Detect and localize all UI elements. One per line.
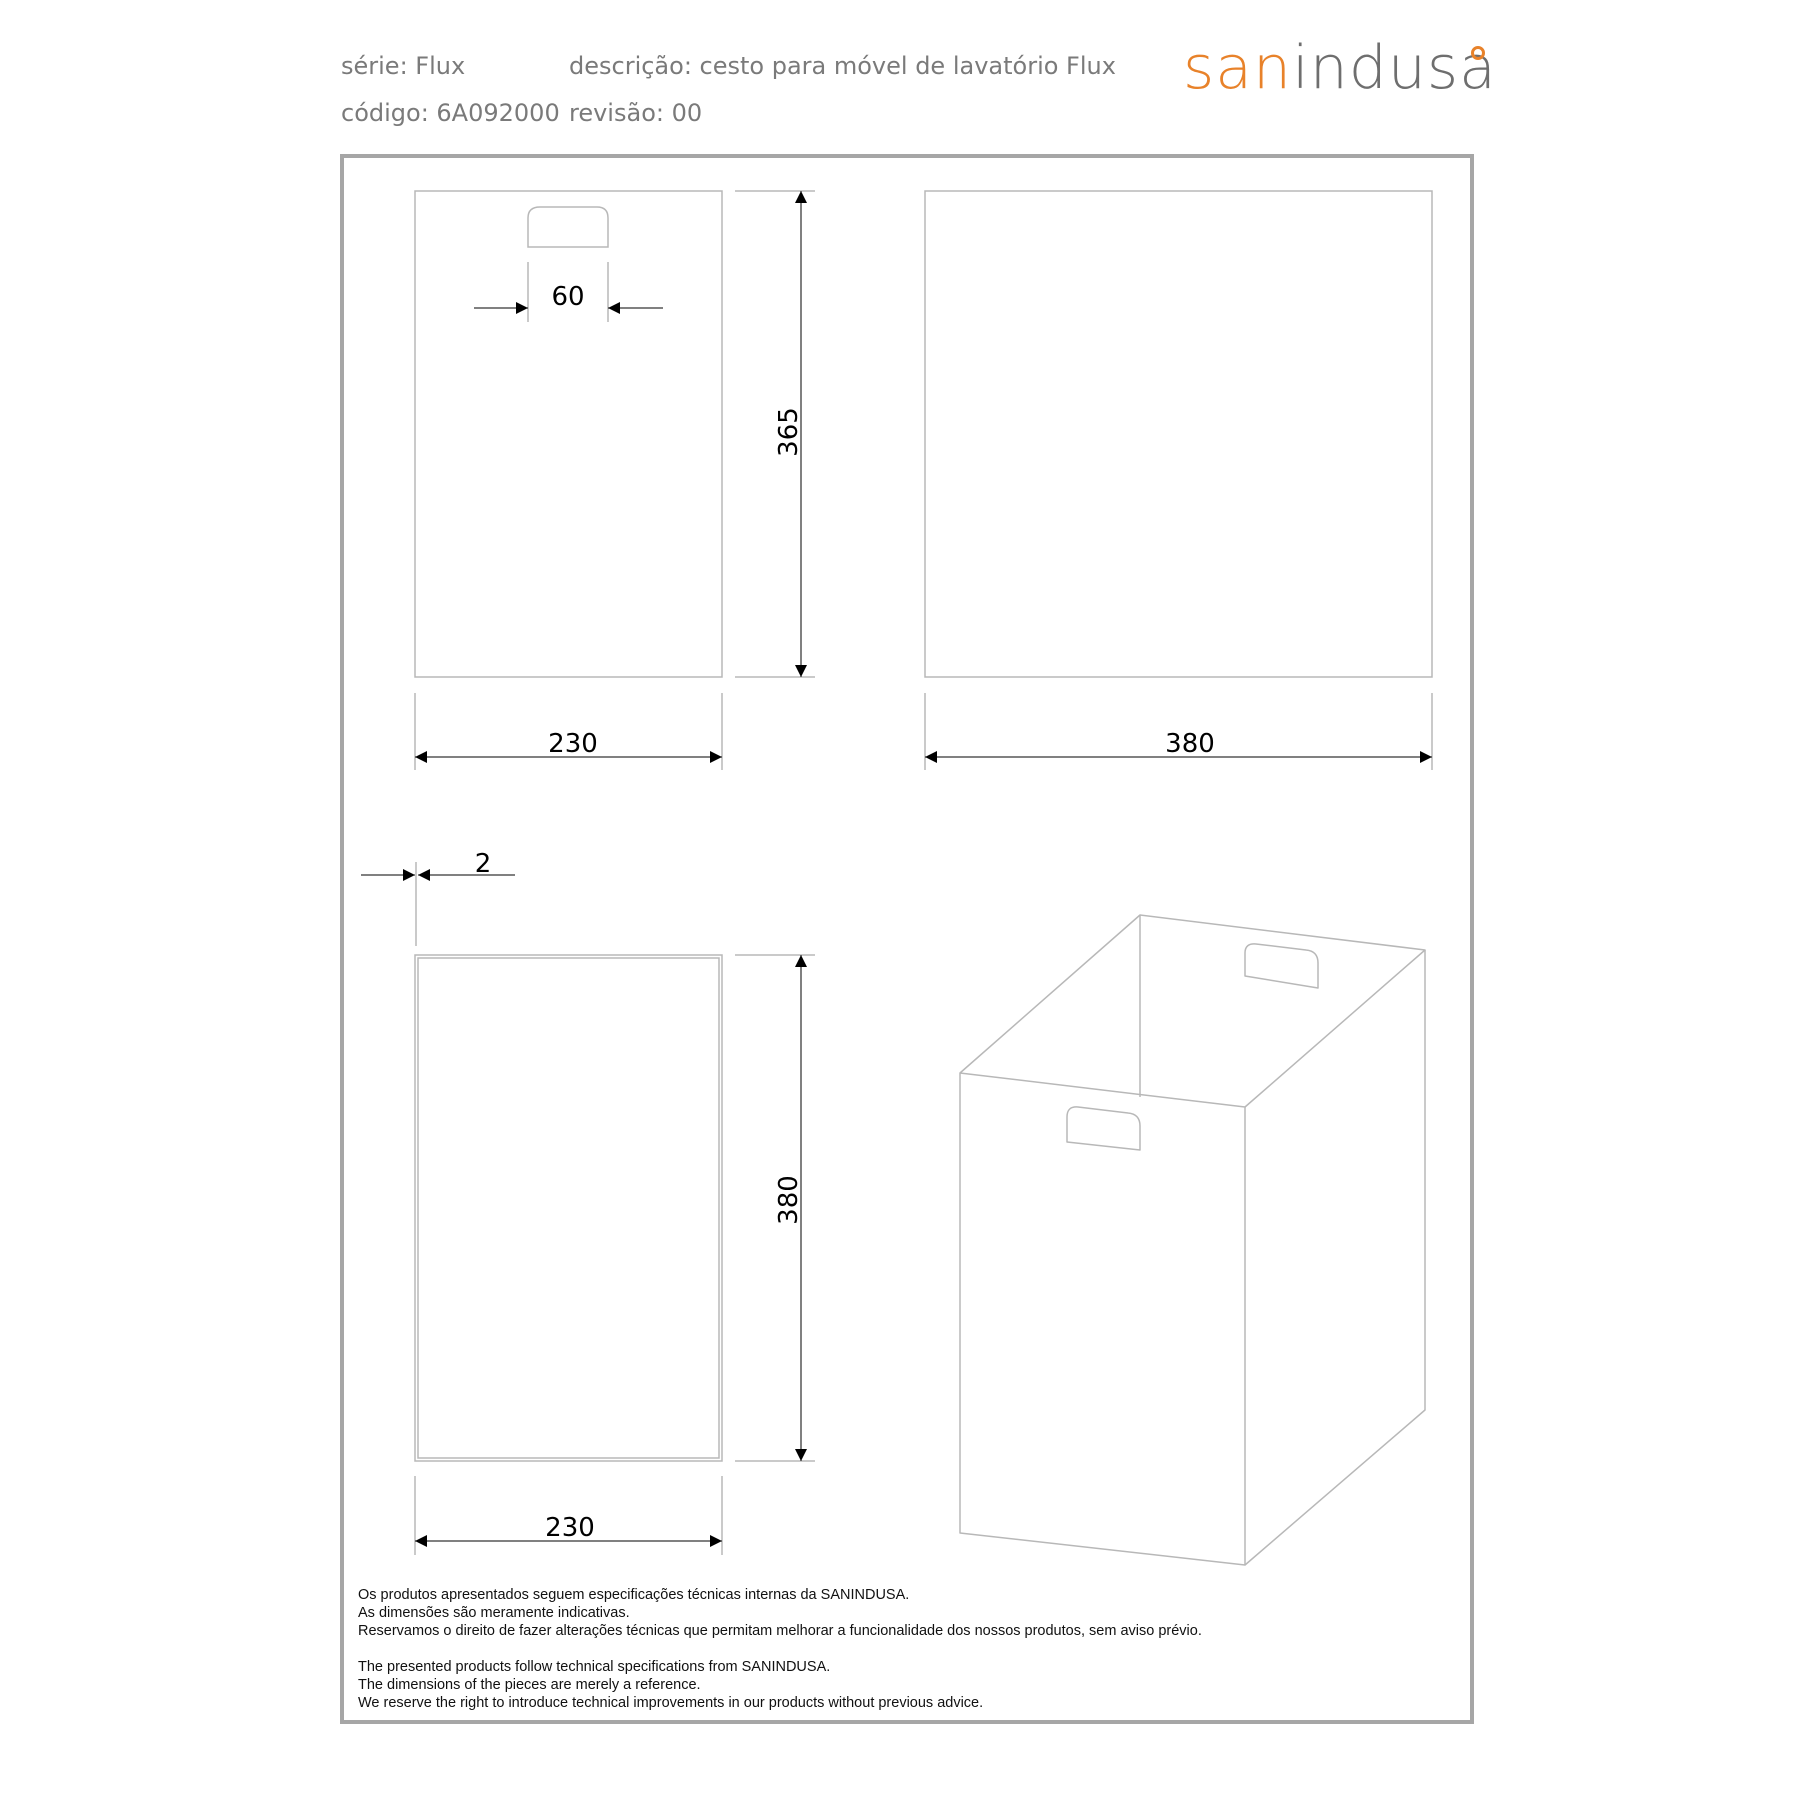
iso-front-face bbox=[960, 1073, 1245, 1565]
dim-top-height: 380 bbox=[774, 1175, 804, 1225]
dim-wall-thickness: 2 bbox=[474, 849, 492, 879]
handle-cutout bbox=[528, 207, 608, 247]
front-panel bbox=[415, 191, 722, 677]
logo-text-indusa: indusa bbox=[1292, 33, 1497, 103]
serie-label: série: Flux bbox=[341, 52, 466, 80]
dim-front-width: 230 bbox=[548, 729, 598, 759]
front-view bbox=[415, 191, 815, 770]
logo-text-san: san bbox=[1183, 33, 1293, 103]
note-pt-3: Reservamos o direito de fazer alterações técnicas que permitam melhorar a funcionalidade dos nossos produtos, sem aviso prévio. bbox=[358, 1623, 1202, 1639]
side-view bbox=[925, 191, 1432, 770]
top-outer bbox=[415, 955, 722, 1461]
dim-top-width: 230 bbox=[545, 1513, 595, 1543]
disclaimer-notes bbox=[358, 1586, 1202, 1712]
top-view-dimensions bbox=[361, 875, 801, 1541]
iso-handle-front bbox=[1067, 1107, 1140, 1150]
codigo-label: código: 6A092000 bbox=[341, 99, 560, 127]
iso-right-face bbox=[1245, 950, 1425, 1565]
dim-side-width: 380 bbox=[1165, 729, 1215, 759]
iso-top-back bbox=[960, 915, 1425, 1107]
descricao-label: descrição: cesto para móvel de lavatório Flux bbox=[569, 52, 1116, 80]
note-en-3: We reserve the right to introduce technical improvements in our products without previous advice. bbox=[358, 1695, 984, 1711]
iso-handle-back bbox=[1245, 944, 1318, 988]
note-en-1: The presented products follow technical specifications from SANINDUSA. bbox=[358, 1659, 831, 1675]
dim-handle-width: 60 bbox=[551, 282, 585, 312]
revisao-label: revisão: 00 bbox=[569, 99, 703, 127]
note-en-2: The dimensions of the pieces are merely a reference. bbox=[358, 1677, 701, 1693]
side-panel bbox=[925, 191, 1432, 677]
note-pt-1: Os produtos apresentados seguem especificações técnicas internas da SANINDUSA. bbox=[358, 1587, 910, 1603]
top-view bbox=[415, 862, 815, 1555]
isometric-view bbox=[960, 915, 1425, 1565]
dim-front-height: 365 bbox=[774, 407, 804, 457]
note-pt-2: As dimensões são meramente indicativas. bbox=[358, 1605, 630, 1621]
top-inner bbox=[418, 958, 719, 1458]
